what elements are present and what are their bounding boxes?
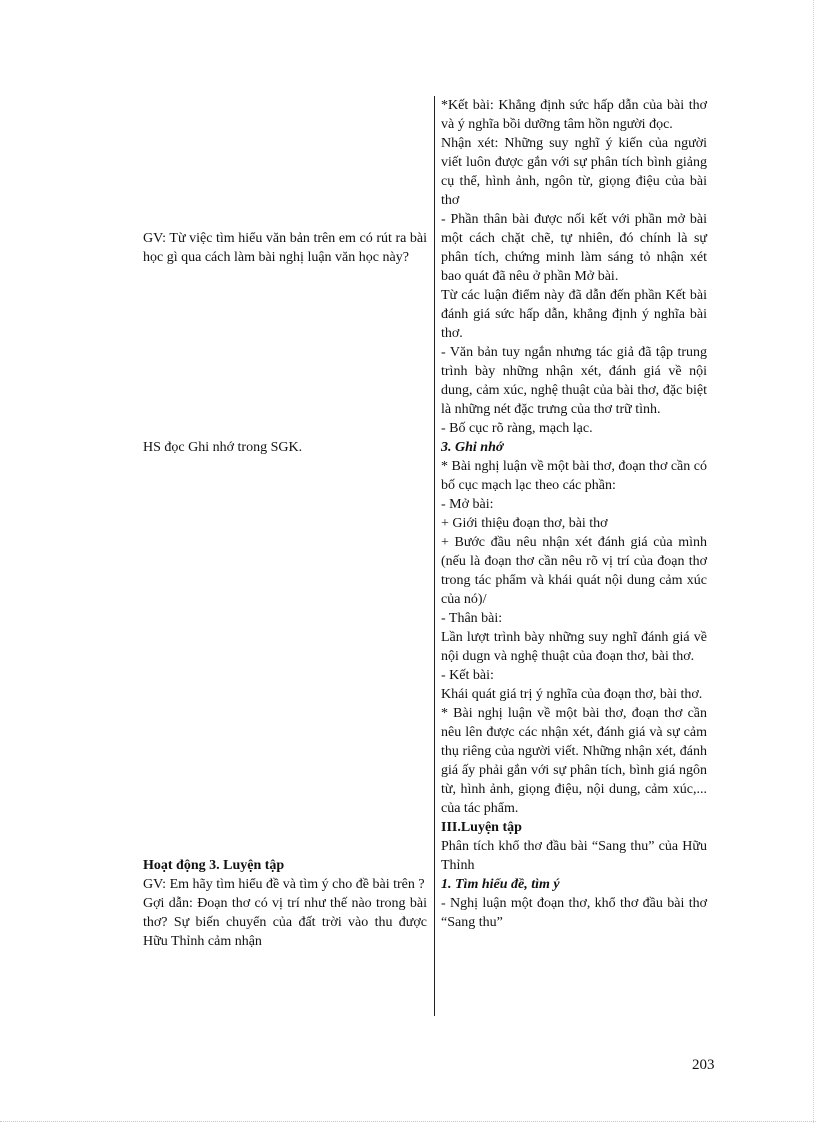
- than-bai-label: - Thân bài:: [441, 611, 503, 626]
- hs-read-note: HS đọc Ghi nhớ trong SGK.: [143, 440, 303, 455]
- bo-cuc-text: - Bố cục rõ ràng, mạch lạc.: [441, 421, 593, 436]
- ket-bai-text: *Kết bài: Khẳng định sức hấp dẫn của bài thơ và ý nghĩa bồi dưỡng tâm hồn người đọc.: [441, 98, 707, 132]
- van-ban-text: - Văn bản tuy ngắn nhưng tác giả đã tập trung trình bày những nhận xét, đánh giá về nội dung, cảm xúc, nghệ thuật của bài thơ, đặc biệt là những nét đặc trưng của thơ trữ tình.: [441, 345, 707, 417]
- hint-text: Gợi dẫn: Đoạn thơ có vị trí như thế nào trong bài thơ? Sự biến chuyển của đất trời vào thu được Hữu Thỉnh cảm nhận: [143, 896, 427, 949]
- nghi-luan-text: - Nghị luận một đoạn thơ, khổ thơ đầu bài thơ “Sang thu”: [441, 896, 707, 930]
- lan-luot-text: Lần lượt trình bày những suy nghĩ đánh giá về nội dugn và nghệ thuật của đoạn thơ, bài thơ.: [441, 630, 707, 664]
- bottom-dotted-border: [0, 1121, 816, 1122]
- buoc-dau-text: + Bước đầu nêu nhận xét đánh giá của mình (nếu là đoạn thơ cần nêu rõ vị trí của đoạn thơ trong tác phẩm và khái quát nội dung cảm xúc của nó)/: [441, 535, 707, 607]
- ghi-nho-title: 3. Ghi nhớ: [441, 440, 504, 455]
- activity3-title: Hoạt động 3. Luyện tập: [143, 858, 285, 873]
- tim-hieu-title: 1. Tìm hiểu đề, tìm ý: [441, 877, 560, 892]
- phan-tich-text: Phân tích khổ thơ đầu bài “Sang thu” của Hữu Thỉnh: [441, 839, 707, 873]
- page-number: 203: [692, 1057, 715, 1073]
- khai-quat-text: Khái quát giá trị ý nghĩa của đoạn thơ, bài thơ.: [441, 687, 703, 702]
- right-column: [441, 96, 707, 932]
- luan-diem-text: Từ các luận điểm này đã dẫn đến phần Kết bài đánh giá sức hấp dẫn, khẳng định ý nghĩa bài thơ.: [441, 288, 707, 341]
- gv-question: GV: Từ việc tìm hiểu văn bản trên em có rút ra bài học gì qua cách làm bài nghị luận văn học này?: [143, 231, 427, 265]
- gv-prompt: GV: Em hãy tìm hiểu đề và tìm ý cho đề bài trên ?: [143, 877, 425, 892]
- mo-bai-label: - Mở bài:: [441, 497, 494, 512]
- than-bai-link-text: - Phần thân bài được nối kết với phần mở bài một cách chặt chẽ, tự nhiên, đó chính là sự phân tích, chứng minh làm sáng tỏ nhận xét bao quát đã nêu ở phần Mở bài.: [441, 212, 707, 284]
- right-dotted-border: [813, 0, 814, 1123]
- ket-bai-label: - Kết bài:: [441, 668, 494, 683]
- column-divider: [434, 96, 435, 1016]
- ghi-nho-1: * Bài nghị luận về một bài thơ, đoạn thơ cần có bố cục mạch lạc theo các phần:: [441, 459, 707, 493]
- nhan-xet-text: Nhận xét: Những suy nghĩ ý kiến của người viết luôn được gắn với sự phân tích bình giảng cụ thể, hình ảnh, ngôn từ, giọng điệu của bài thơ: [441, 136, 707, 208]
- luyen-tap-title: III.Luyện tập: [441, 820, 522, 835]
- ghi-nho-2: * Bài nghị luận về một bài thơ, đoạn thơ cần nêu lên được các nhận xét, đánh giá và sự cảm thụ riêng của người viết. Những nhận xét, đánh giá ấy phải gắn với sự phân tích, bình giá ngôn từ, hình ảnh, giọng điệu, nội dung, cảm xúc,... của tác phẩm.: [441, 706, 707, 816]
- gioi-thieu-text: + Giới thiệu đoạn thơ, bài thơ: [441, 516, 608, 531]
- left-column: [143, 96, 427, 951]
